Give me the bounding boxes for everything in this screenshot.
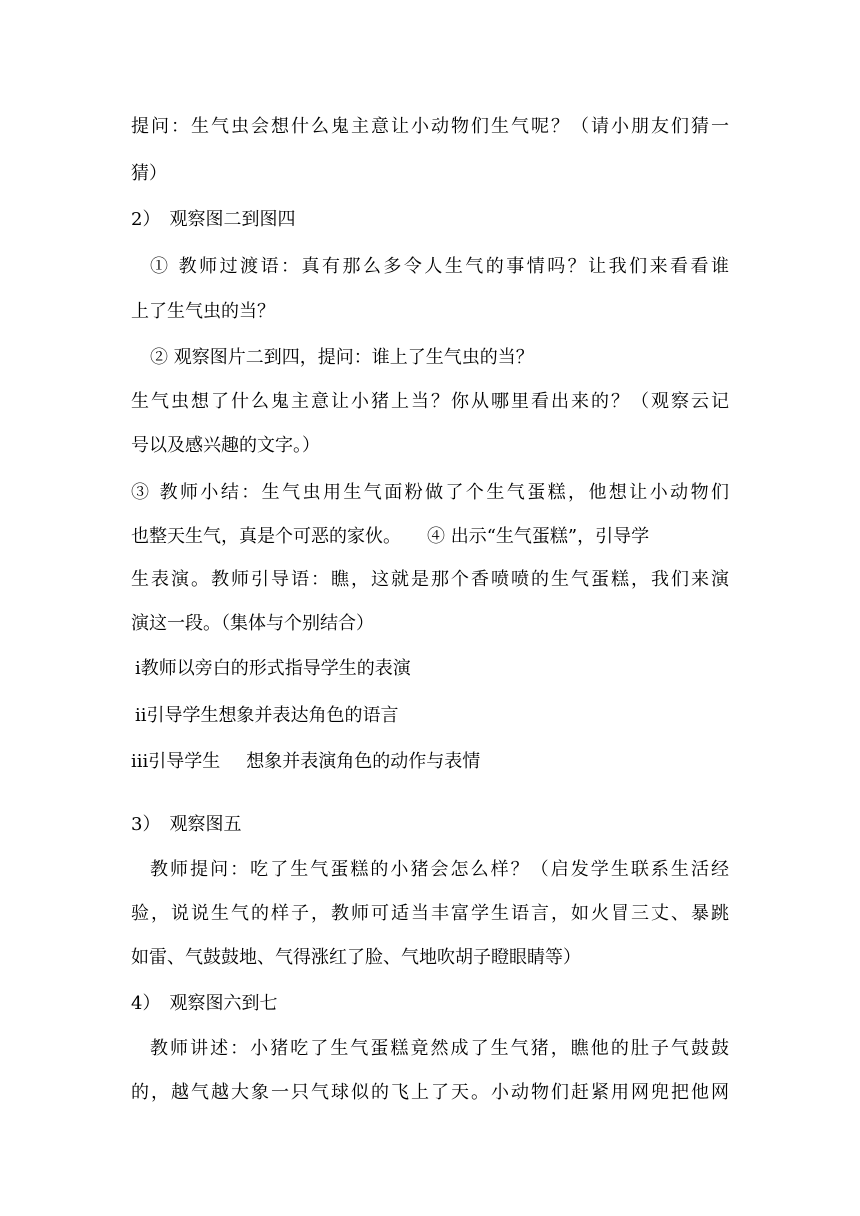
paragraph-line: 上了生气虫的当？ — [131, 301, 275, 322]
paragraph-line: 提问：生气虫会想什么鬼主意让小动物们生气呢？（请小朋友们猜一 — [131, 116, 729, 137]
section-heading: 2） 观察图二到图四 — [131, 209, 296, 230]
list-item — [131, 750, 480, 774]
list-item: ⅱ引导学生想象并表达角色的语言 — [135, 705, 399, 726]
paragraph-line: ② 观察图片二到四，提问：谁上了生气虫的当？ — [150, 347, 534, 368]
paragraph-line: 教师提问：吃了生气蛋糕的小猪会怎么样？（启发学生联系生活经 — [150, 859, 729, 880]
paragraph-line: 教师讲述：小猪吃了生气蛋糕竟然成了生气猪，瞧他的肚子气鼓鼓 — [150, 1038, 729, 1059]
section-heading: 4） 观察图六到七 — [131, 993, 278, 1014]
paragraph-segment: ④ 出示“生气蛋糕”，引导学 — [427, 526, 650, 547]
paragraph-line: ① 教师过渡语：真有那么多令人生气的事情吗？让我们来看看谁 — [150, 256, 729, 277]
paragraph-line: 生气虫想了什么鬼主意让小猪上当？你从哪里看出来的？（观察云记 — [131, 391, 729, 412]
list-item-segment: 想象并表演角色的动作与表情 — [246, 751, 481, 772]
paragraph-segment: 也整天生气，真是个可恶的家伙。 — [131, 526, 401, 547]
paragraph-line: 猜） — [131, 163, 167, 184]
paragraph-line: ③ 教师小结：生气虫用生气面粉做了个生气蛋糕，他想让小动物们 — [131, 482, 729, 503]
section-heading: 3） 观察图五 — [131, 814, 242, 835]
paragraph-line — [131, 525, 649, 549]
paragraph-line: 的，越气越大象一只气球似的飞上了天。小动物们赶紧用网兜把他网 — [131, 1082, 729, 1103]
list-item: ⅰ教师以旁白的形式指导学生的表演 — [135, 658, 411, 679]
paragraph-line: 验，说说生气的样子，教师可适当丰富学生语言，如火冒三丈、暴跳 — [131, 903, 729, 924]
paragraph-line: 如雷、气鼓鼓地、气得涨红了脸、气地吹胡子瞪眼睛等） — [131, 947, 581, 968]
paragraph-line: 演这一段。（集体与个别结合） — [131, 613, 374, 634]
paragraph-line: 号以及感兴趣的文字。） — [131, 435, 320, 456]
paragraph-line: 生表演。教师引导语：瞧，这就是那个香喷喷的生气蛋糕，我们来演 — [131, 569, 729, 590]
list-item-segment: ⅲ引导学生 — [131, 751, 221, 772]
